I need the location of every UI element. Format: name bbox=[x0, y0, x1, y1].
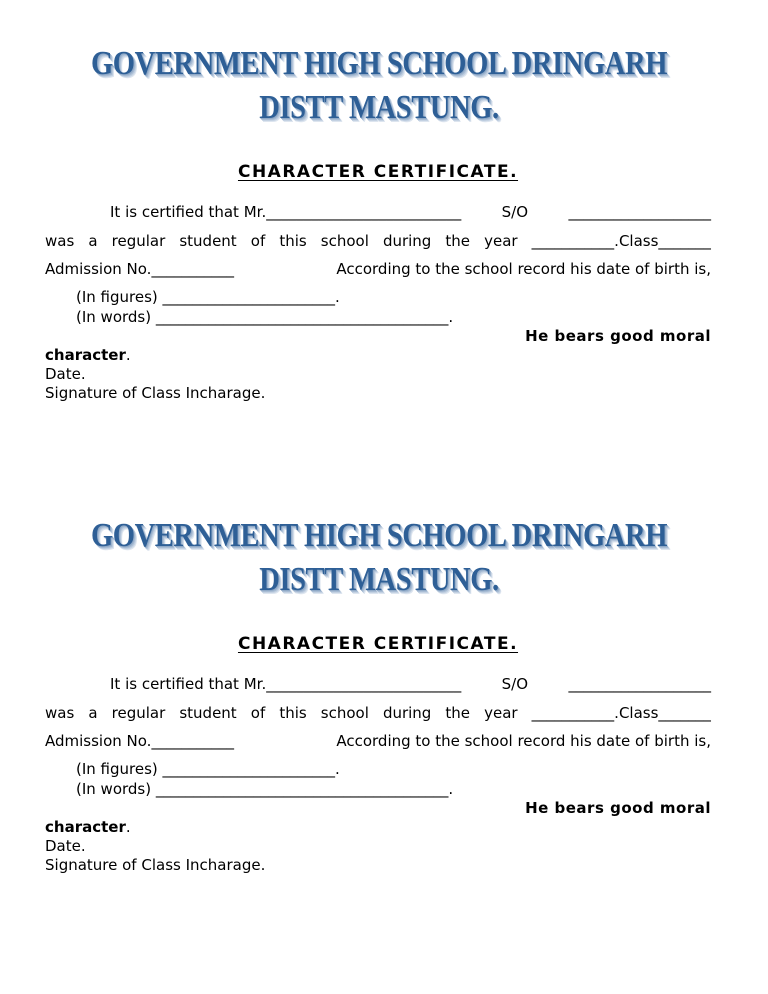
certificate-heading: CHARACTER CERTIFICATE. bbox=[237, 634, 519, 654]
word: student bbox=[179, 232, 237, 250]
admission-no-blank: Admission No.___________ bbox=[45, 732, 234, 750]
word: school bbox=[320, 232, 369, 250]
word: during bbox=[382, 232, 432, 250]
dob-figures-blank: (In figures) _______________________. bbox=[76, 760, 340, 778]
word: of bbox=[250, 704, 266, 722]
date-label: Date. bbox=[45, 365, 86, 383]
word: was bbox=[45, 704, 75, 722]
signature-label: Signature of Class Incharage. bbox=[45, 384, 266, 402]
dob-statement: According to the school record his date of birth is, bbox=[336, 260, 711, 278]
student-name-blank: It is certified that Mr.__________________________ bbox=[110, 203, 462, 221]
dob-figures-blank: (In figures) _______________________. bbox=[76, 288, 340, 306]
word: during bbox=[382, 704, 432, 722]
student-name-blank: It is certified that Mr.__________________________ bbox=[110, 675, 462, 693]
school-name: GOVERNMENT HIGH SCHOOL DRINGARH bbox=[91, 45, 667, 82]
dob-statement: According to the school record his date of birth is, bbox=[336, 732, 711, 750]
admission-line bbox=[45, 731, 711, 751]
so-label: S/O bbox=[501, 675, 529, 693]
admission-no-blank: Admission No.___________ bbox=[45, 260, 234, 278]
word: this bbox=[279, 232, 307, 250]
district-name: DISTT MASTUNG. bbox=[259, 561, 499, 598]
moral-statement: He bears good moral bbox=[525, 327, 711, 345]
date-label: Date. bbox=[45, 837, 86, 855]
character-period: . bbox=[125, 346, 131, 364]
moral-statement: He bears good moral bbox=[525, 799, 711, 817]
word: this bbox=[279, 704, 307, 722]
father-name-blank: ___________________ bbox=[568, 203, 711, 221]
father-name-blank: ___________________ bbox=[568, 675, 711, 693]
word: year bbox=[484, 232, 518, 250]
year-class-line bbox=[45, 703, 711, 723]
character-word: character bbox=[45, 346, 126, 364]
word: the bbox=[445, 704, 471, 722]
dob-words-blank: (In words) _______________________________________. bbox=[76, 308, 454, 326]
year-class-line bbox=[45, 231, 711, 251]
word: a bbox=[88, 704, 98, 722]
word: of bbox=[250, 232, 266, 250]
certify-line bbox=[45, 202, 711, 222]
character-line bbox=[45, 817, 131, 837]
word: year bbox=[484, 704, 518, 722]
admission-line bbox=[45, 259, 711, 279]
year-class-blank: ___________.Class_______ bbox=[531, 704, 711, 722]
word: school bbox=[320, 704, 369, 722]
signature-label: Signature of Class Incharage. bbox=[45, 856, 266, 874]
so-label: S/O bbox=[501, 203, 529, 221]
word: was bbox=[45, 232, 75, 250]
district-name: DISTT MASTUNG. bbox=[259, 89, 499, 126]
character-word: character bbox=[45, 818, 126, 836]
certificate-heading: CHARACTER CERTIFICATE. bbox=[237, 162, 519, 182]
character-line bbox=[45, 345, 131, 365]
school-name: GOVERNMENT HIGH SCHOOL DRINGARH bbox=[91, 517, 667, 554]
word: a bbox=[88, 232, 98, 250]
word: the bbox=[445, 232, 471, 250]
year-class-blank: ___________.Class_______ bbox=[531, 232, 711, 250]
word: regular bbox=[111, 232, 166, 250]
character-period: . bbox=[125, 818, 131, 836]
word: regular bbox=[111, 704, 166, 722]
certify-line bbox=[45, 674, 711, 694]
word: student bbox=[179, 704, 237, 722]
dob-words-blank: (In words) _______________________________________. bbox=[76, 780, 454, 798]
